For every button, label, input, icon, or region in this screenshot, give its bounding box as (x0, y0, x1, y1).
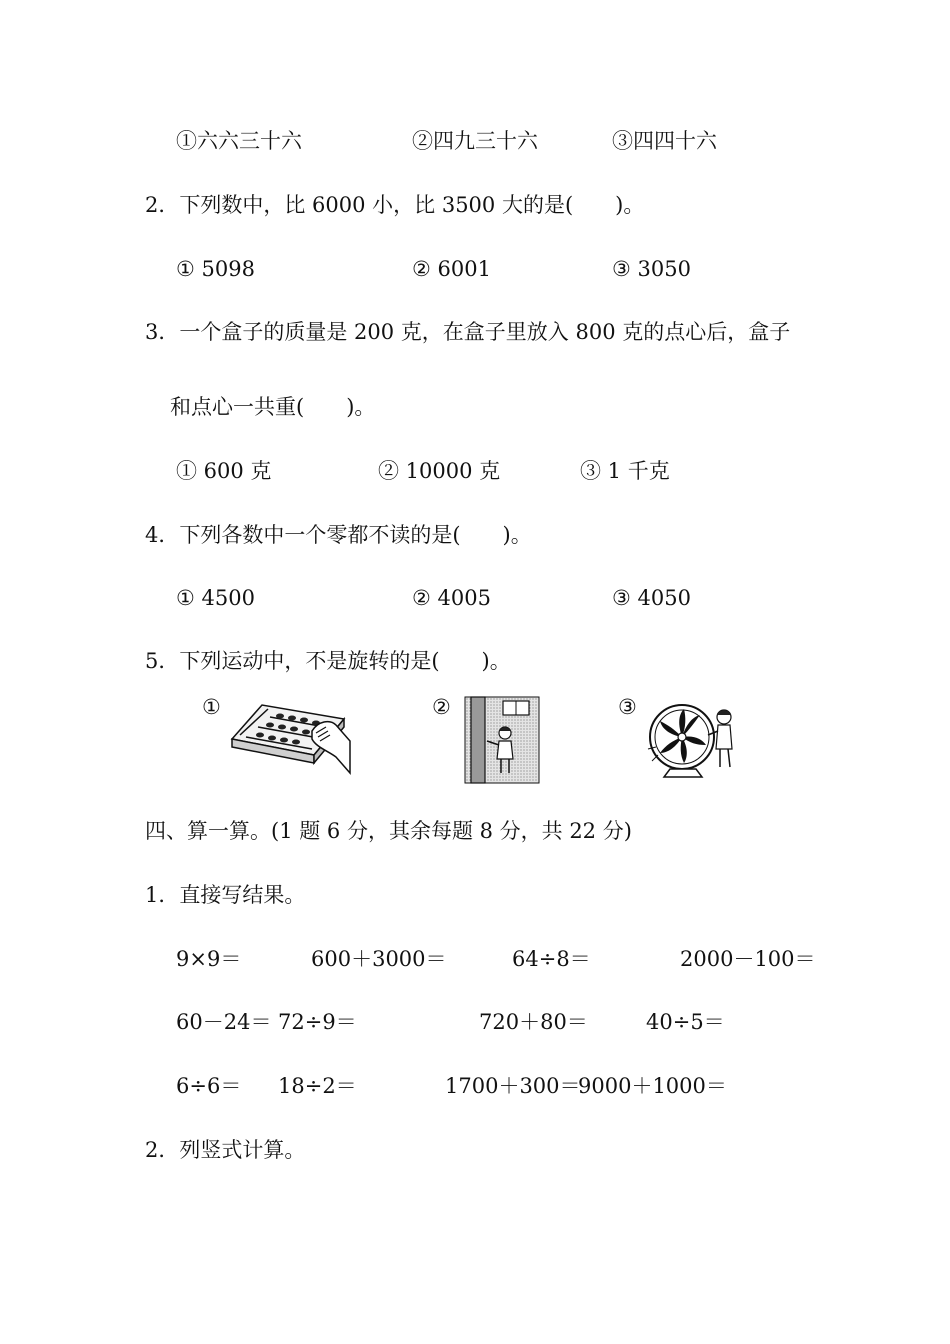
q2-option-3: ③ 3050 (612, 257, 691, 281)
q2-option-2: ② 6001 (412, 257, 491, 281)
q2-option-1: ① 5098 (176, 257, 255, 281)
calc-r1-c4: 2000－100＝ (680, 947, 816, 971)
door-picture (463, 695, 541, 785)
q3-option-2: ② 10000 克 (378, 459, 501, 483)
q3-option-3: ③ 1 千克 (580, 459, 670, 483)
calc-r3-c3: 1700＋300＝ (445, 1074, 581, 1098)
abacus-picture (228, 695, 352, 781)
calc-r2-c1: 60－24＝ (176, 1010, 272, 1034)
q1-option-3: ③四四十六 (612, 129, 717, 153)
section4-sub1: 1．直接写结果。 (145, 883, 306, 907)
q5-stem: 5．下列运动中，不是旋转的是( )。 (145, 649, 511, 673)
calc-r1-c1: 9×9＝ (176, 947, 242, 971)
q4-stem: 4．下列各数中一个零都不读的是( )。 (145, 523, 532, 547)
calc-r2-c3: 720＋80＝ (479, 1010, 588, 1034)
calc-r3-c4: 9000＋1000＝ (578, 1074, 727, 1098)
calc-r1-c3: 64÷8＝ (512, 947, 591, 971)
q4-option-3: ③ 4050 (612, 586, 691, 610)
calc-r3-c2: 18÷2＝ (278, 1074, 357, 1098)
q5-marker-3: ③ (618, 695, 637, 719)
q2-stem: 2．下列数中，比 6000 小，比 3500 大的是( )。 (145, 193, 645, 217)
q3-stem-line2: 和点心一共重( )。 (170, 395, 376, 419)
fan-picture (640, 695, 750, 785)
q3-option-1: ① 600 克 (176, 459, 272, 483)
q3-stem-line1: 3．一个盒子的质量是 200 克，在盒子里放入 800 克的点心后，盒子 (145, 320, 791, 344)
q1-option-2: ②四九三十六 (412, 129, 538, 153)
q4-option-1: ① 4500 (176, 586, 255, 610)
calc-r2-c4: 40÷5＝ (646, 1010, 725, 1034)
section4-heading: 四、算一算。(1 题 6 分，其余每题 8 分，共 22 分) (145, 819, 632, 843)
section4-sub2: 2．列竖式计算。 (145, 1138, 306, 1162)
calc-r3-c1: 6÷6＝ (176, 1074, 242, 1098)
calc-r1-c2: 600＋3000＝ (311, 947, 447, 971)
q1-option-1: ①六六三十六 (176, 129, 302, 153)
q5-marker-2: ② (432, 695, 451, 719)
q4-option-2: ② 4005 (412, 586, 491, 610)
calc-r2-c2: 72÷9＝ (278, 1010, 357, 1034)
q5-marker-1: ① (202, 695, 221, 719)
